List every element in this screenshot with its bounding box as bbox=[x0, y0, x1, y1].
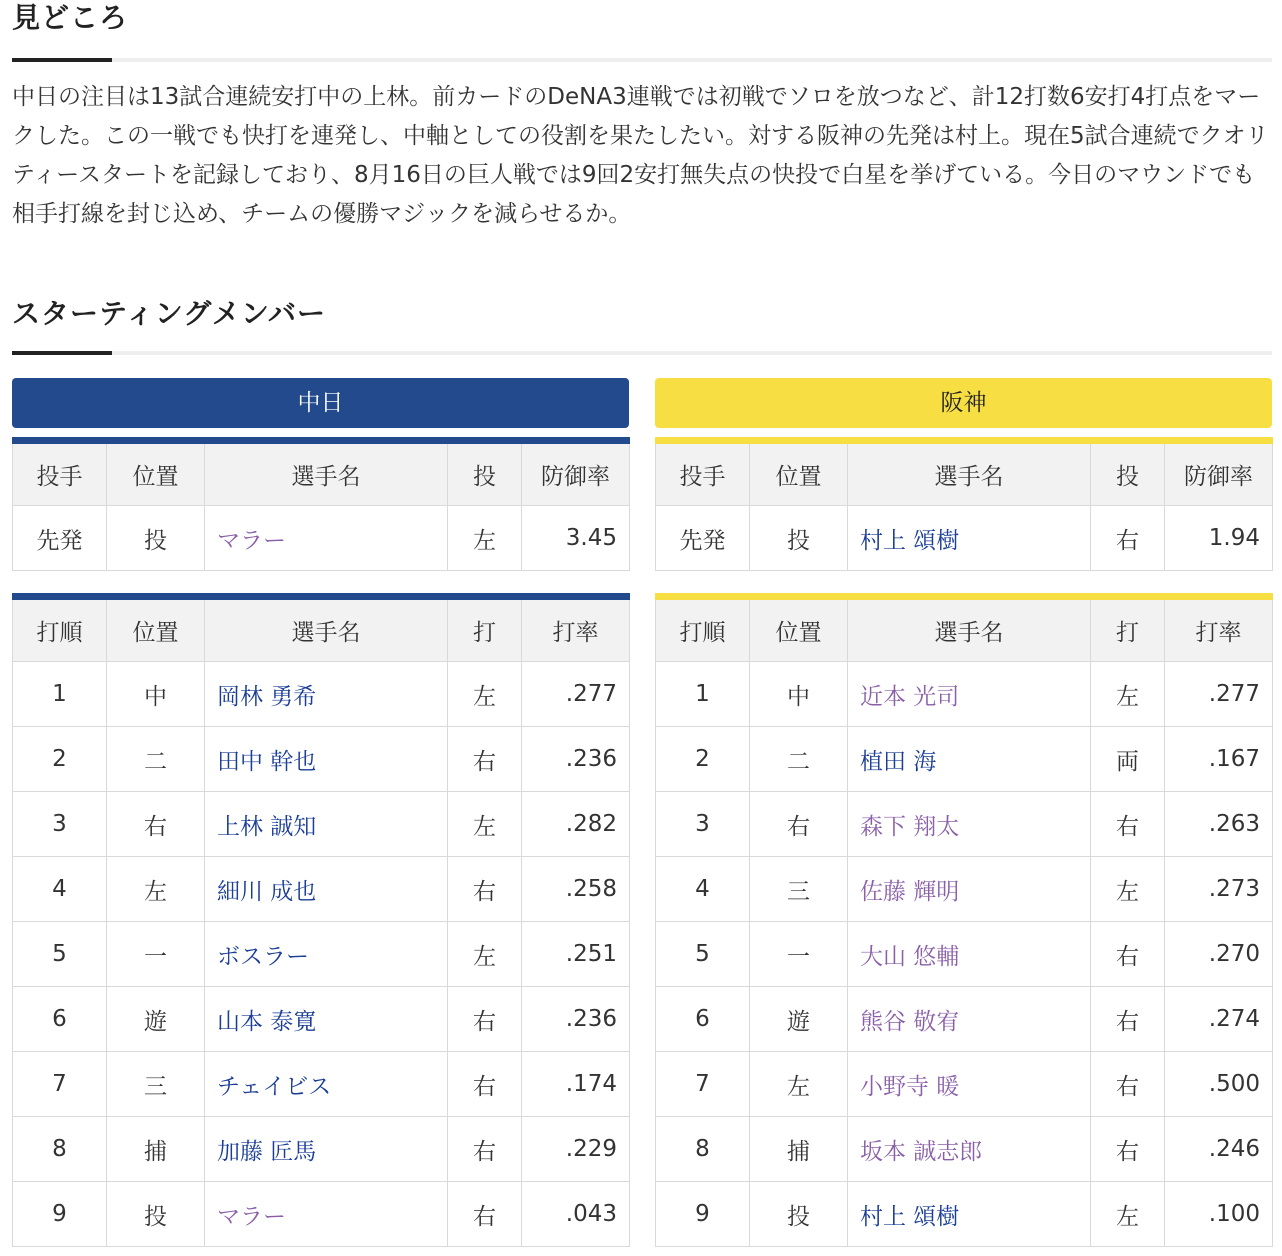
batting-average: .236 bbox=[522, 727, 630, 792]
table-row bbox=[656, 506, 1273, 571]
batting-average: .100 bbox=[1165, 1182, 1273, 1247]
table-row bbox=[656, 922, 1273, 987]
batting-average: .273 bbox=[1165, 857, 1273, 922]
batting-average: .251 bbox=[522, 922, 630, 987]
batting-average: .500 bbox=[1165, 1052, 1273, 1117]
batting-order: 9 bbox=[656, 1182, 750, 1247]
header-cell: 選手名 bbox=[848, 441, 1091, 506]
table-row bbox=[13, 1052, 630, 1117]
position: 投 bbox=[750, 1182, 848, 1247]
position: 遊 bbox=[107, 987, 205, 1052]
position: 中 bbox=[107, 662, 205, 727]
pitcher-role: 先発 bbox=[13, 506, 107, 571]
table-row bbox=[656, 662, 1273, 727]
table-row bbox=[13, 857, 630, 922]
batting-average: .263 bbox=[1165, 792, 1273, 857]
player-link[interactable]: 近本 光司 bbox=[860, 683, 960, 710]
batting-order: 4 bbox=[13, 857, 107, 922]
header-cell: 打率 bbox=[1165, 597, 1273, 662]
header-cell: 打順 bbox=[13, 597, 107, 662]
header-cell: 投 bbox=[1091, 441, 1165, 506]
batting-hand: 右 bbox=[1091, 1052, 1165, 1117]
batting-table-chunichi bbox=[12, 593, 630, 1247]
batting-hand: 左 bbox=[1091, 1182, 1165, 1247]
batting-average: .274 bbox=[1165, 987, 1273, 1052]
position: 左 bbox=[107, 857, 205, 922]
header-cell: 打率 bbox=[522, 597, 630, 662]
player-link[interactable]: 森下 翔太 bbox=[860, 813, 960, 840]
header-cell: 位置 bbox=[107, 441, 205, 506]
batting-order: 8 bbox=[656, 1117, 750, 1182]
batting-hand: 右 bbox=[1091, 792, 1165, 857]
batting-hand: 左 bbox=[1091, 857, 1165, 922]
batting-hand: 左 bbox=[448, 662, 522, 727]
player-link[interactable]: チェイビス bbox=[217, 1073, 332, 1100]
batting-order: 2 bbox=[656, 727, 750, 792]
highlights-text: 中日の注目は13試合連続安打中の上林。前カードのDeNA3連戦では初戦でソロを放つなど、計12打数6安打4打点をマークした。この一戦でも快打を連発し、中軸としての役割を果たしたい。対する阪神の先発は村上。現在5試合連続でクオリティースタートを記録しており、8月16日の巨人戦では9回2安打無失点の快投で白星を挙げている。今日のマウンドでも相手打線を封じ込め、チームの優勝マジックを減らせるか。 bbox=[12, 84, 1269, 227]
section-divider bbox=[12, 58, 1272, 62]
pitcher-table-chunichi bbox=[12, 437, 630, 571]
header-cell: 投手 bbox=[13, 441, 107, 506]
header-cell: 選手名 bbox=[205, 597, 448, 662]
header-cell: 選手名 bbox=[848, 597, 1091, 662]
position: 右 bbox=[107, 792, 205, 857]
batting-hand: 左 bbox=[1091, 662, 1165, 727]
table-row bbox=[13, 1117, 630, 1182]
batting-table-hanshin bbox=[655, 593, 1273, 1247]
player-link[interactable]: 田中 幹也 bbox=[217, 748, 317, 775]
position: 三 bbox=[750, 857, 848, 922]
batting-hand: 左 bbox=[448, 922, 522, 987]
section-divider-accent bbox=[12, 351, 112, 355]
team-column-chunichi bbox=[12, 378, 629, 1247]
header-cell: 投手 bbox=[656, 441, 750, 506]
table-row bbox=[13, 1182, 630, 1247]
position: 二 bbox=[107, 727, 205, 792]
player-link[interactable]: 村上 頌樹 bbox=[860, 1203, 960, 1230]
table-row bbox=[656, 1117, 1273, 1182]
header-cell: 打 bbox=[1091, 597, 1165, 662]
pitcher-pos: 投 bbox=[750, 506, 848, 571]
pitcher-hand: 右 bbox=[1091, 506, 1165, 571]
batting-average: .258 bbox=[522, 857, 630, 922]
table-row bbox=[656, 792, 1273, 857]
player-link[interactable]: 小野寺 暖 bbox=[860, 1073, 960, 1100]
header-cell: 防御率 bbox=[1165, 441, 1273, 506]
highlights-section-header bbox=[12, 2, 1272, 66]
pitcher-role: 先発 bbox=[656, 506, 750, 571]
batting-average: .270 bbox=[1165, 922, 1273, 987]
position: 投 bbox=[107, 1182, 205, 1247]
player-link[interactable]: 加藤 匠馬 bbox=[217, 1138, 317, 1165]
batting-average: .174 bbox=[522, 1052, 630, 1117]
position: 一 bbox=[107, 922, 205, 987]
batting-hand: 右 bbox=[1091, 987, 1165, 1052]
position: 三 bbox=[107, 1052, 205, 1117]
player-link[interactable]: 山本 泰寛 bbox=[217, 1008, 317, 1035]
table-row bbox=[656, 1052, 1273, 1117]
batting-order: 3 bbox=[656, 792, 750, 857]
batting-hand: 右 bbox=[448, 727, 522, 792]
batting-order: 9 bbox=[13, 1182, 107, 1247]
player-link[interactable]: 佐藤 輝明 bbox=[860, 878, 960, 905]
table-row bbox=[13, 662, 630, 727]
pitcher-pos: 投 bbox=[107, 506, 205, 571]
table-row bbox=[656, 987, 1273, 1052]
player-link[interactable]: 大山 悠輔 bbox=[860, 943, 960, 970]
pitcher-era: 1.94 bbox=[1165, 506, 1273, 571]
table-row bbox=[656, 857, 1273, 922]
table-row bbox=[13, 506, 630, 571]
batting-average: .167 bbox=[1165, 727, 1273, 792]
team-header-chunichi: 中日 bbox=[12, 378, 629, 428]
batting-hand: 右 bbox=[448, 1117, 522, 1182]
batting-average: .229 bbox=[522, 1117, 630, 1182]
batting-hand: 両 bbox=[1091, 727, 1165, 792]
table-row bbox=[656, 1182, 1273, 1247]
table-row bbox=[13, 727, 630, 792]
batting-average: .246 bbox=[1165, 1117, 1273, 1182]
header-cell: 選手名 bbox=[205, 441, 448, 506]
player-link[interactable]: マラー bbox=[217, 527, 286, 554]
batting-hand: 右 bbox=[448, 1052, 522, 1117]
batting-order: 1 bbox=[13, 662, 107, 727]
table-row bbox=[13, 922, 630, 987]
batting-order: 4 bbox=[656, 857, 750, 922]
pitcher-era: 3.45 bbox=[522, 506, 630, 571]
batting-hand: 左 bbox=[448, 792, 522, 857]
batting-order: 7 bbox=[656, 1052, 750, 1117]
batting-order: 8 bbox=[13, 1117, 107, 1182]
table-header-row bbox=[13, 441, 630, 506]
team-header-hanshin: 阪神 bbox=[655, 378, 1272, 428]
player-link[interactable]: マラー bbox=[217, 1203, 286, 1230]
header-cell: 打 bbox=[448, 597, 522, 662]
section-divider bbox=[12, 351, 1272, 355]
batting-order: 5 bbox=[13, 922, 107, 987]
pitcher-hand: 左 bbox=[448, 506, 522, 571]
batting-average: .282 bbox=[522, 792, 630, 857]
header-cell: 投 bbox=[448, 441, 522, 506]
batting-average: .277 bbox=[1165, 662, 1273, 727]
table-header-row bbox=[656, 441, 1273, 506]
batting-order: 3 bbox=[13, 792, 107, 857]
table-header-row bbox=[13, 597, 630, 662]
batting-hand: 右 bbox=[448, 857, 522, 922]
lineup-section-header bbox=[12, 296, 1272, 360]
batting-average: .236 bbox=[522, 987, 630, 1052]
header-cell: 位置 bbox=[750, 597, 848, 662]
position: 二 bbox=[750, 727, 848, 792]
position: 捕 bbox=[750, 1117, 848, 1182]
team-column-hanshin bbox=[655, 378, 1272, 1247]
batting-average: .043 bbox=[522, 1182, 630, 1247]
player-link[interactable]: 村上 頌樹 bbox=[860, 527, 960, 554]
position: 捕 bbox=[107, 1117, 205, 1182]
player-link[interactable]: 植田 海 bbox=[860, 748, 937, 775]
table-header-row bbox=[656, 597, 1273, 662]
position: 中 bbox=[750, 662, 848, 727]
player-link[interactable]: 上林 誠知 bbox=[217, 813, 317, 840]
position: 左 bbox=[750, 1052, 848, 1117]
batting-hand: 右 bbox=[1091, 922, 1165, 987]
player-link[interactable]: 熊谷 敬宥 bbox=[860, 1008, 960, 1035]
batting-order: 5 bbox=[656, 922, 750, 987]
batting-order: 1 bbox=[656, 662, 750, 727]
position: 一 bbox=[750, 922, 848, 987]
table-row bbox=[656, 727, 1273, 792]
player-link[interactable]: 岡林 勇希 bbox=[217, 683, 317, 710]
batting-order: 6 bbox=[656, 987, 750, 1052]
table-row bbox=[13, 987, 630, 1052]
table-row bbox=[13, 792, 630, 857]
batting-order: 6 bbox=[13, 987, 107, 1052]
position: 遊 bbox=[750, 987, 848, 1052]
player-link[interactable]: 坂本 誠志郎 bbox=[860, 1138, 983, 1165]
player-link[interactable]: ボスラー bbox=[217, 943, 309, 970]
batting-average: .277 bbox=[522, 662, 630, 727]
header-cell: 位置 bbox=[107, 597, 205, 662]
lineup-title: スターティングメンバー bbox=[12, 297, 326, 330]
pitcher-table-hanshin bbox=[655, 437, 1273, 571]
highlights-title: 見どころ bbox=[12, 1, 129, 34]
batting-order: 7 bbox=[13, 1052, 107, 1117]
batting-hand: 右 bbox=[448, 1182, 522, 1247]
header-cell: 打順 bbox=[656, 597, 750, 662]
section-divider-accent bbox=[12, 58, 112, 62]
batting-hand: 右 bbox=[448, 987, 522, 1052]
batting-order: 2 bbox=[13, 727, 107, 792]
header-cell: 位置 bbox=[750, 441, 848, 506]
player-link[interactable]: 細川 成也 bbox=[217, 878, 317, 905]
position: 右 bbox=[750, 792, 848, 857]
batting-hand: 右 bbox=[1091, 1117, 1165, 1182]
header-cell: 防御率 bbox=[522, 441, 630, 506]
